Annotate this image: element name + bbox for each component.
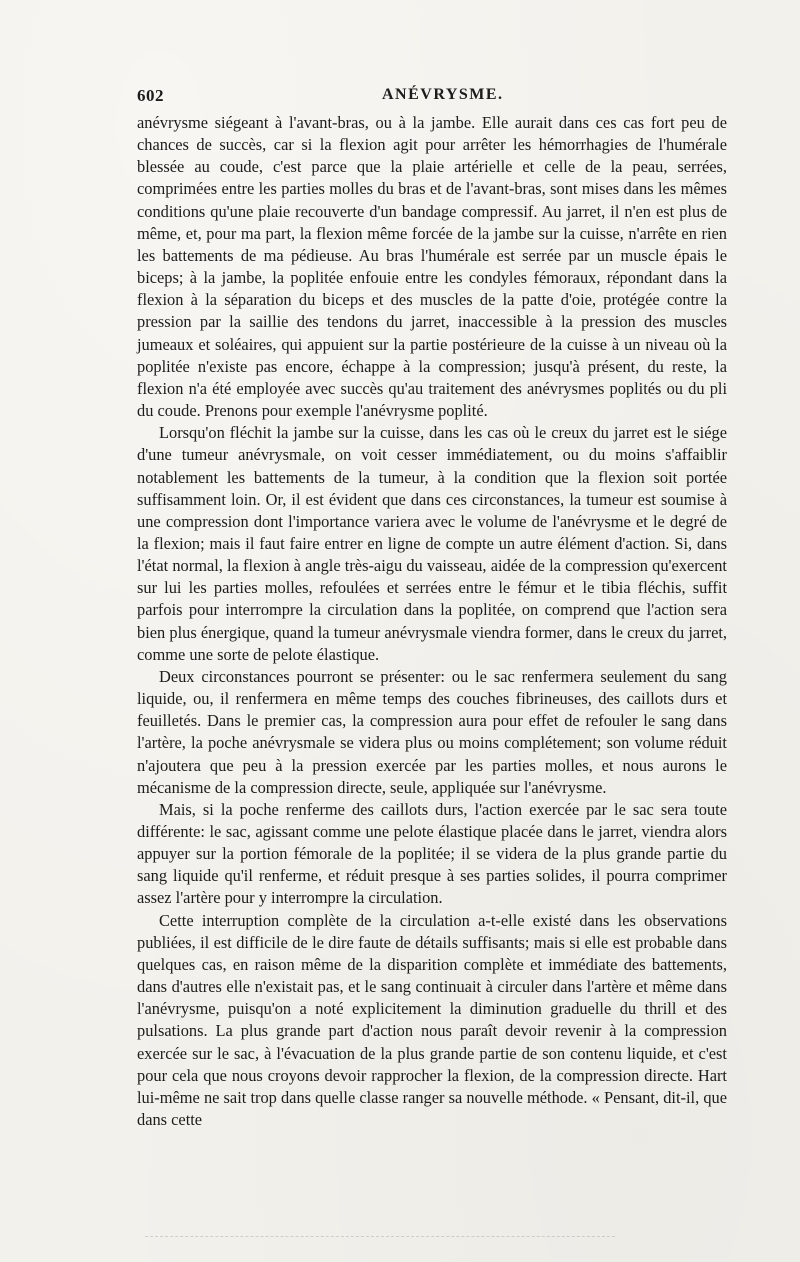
running-head xyxy=(137,86,727,110)
paragraph: Lorsqu'on fléchit la jambe sur la cuisse, dans les cas où le creux du jarret est le siége d'une tumeur anévrysmale, on voit cesser immédiatement, ou du moins s'affaiblir notablement les battements de la tumeur, à la condition que la flexion soit portée suffisamment loin. Or, il est évident que dans ces circonstances, la tumeur est soumise à une compression dont l'importance variera avec le volume de l'anévrysme et le degré de la flexion; mais il faut faire entrer en ligne de compte un autre élément d'action. Si, dans l'état normal, la flexion à angle très-aigu du vaisseau, aidée de la compression qu'exercent sur lui les parties molles, refoulées et serrées entre le fémur et le tibia fléchis, suffit parfois pour interrompre la circulation dans la poplitée, on comprend que l'action sera bien plus énergique, quand la tumeur anévrysmale viendra former, dans le creux du jarret, comme une sorte de pelote élastique. xyxy=(137,423,727,664)
page-number: 602 xyxy=(137,86,164,105)
paragraph-continued: anévrysme siégeant à l'avant-bras, ou à la jambe. Elle aurait dans ces cas fort peu de chances de succès, car si la flexion agit pour arrêter les hémorrhagies de l'humérale blessée au coude, c'est parce que la plaie artérielle et celle de la peau, serrées, comprimées entre les parties molles du bras et de l'avant-bras, sont mises dans les mêmes conditions qu'une plaie recouverte d'un bandage compressif. Au jarret, il n'en est plus de même, et, pour ma part, la flexion même forcée de la jambe sur la cuisse, n'arrête en rien les battements de ma pédieuse. Au bras l'humérale est serrée par un muscle épais le biceps; à la jambe, la poplitée enfouie entre les condyles fémoraux, répondant dans la flexion à la séparation du biceps et des muscles de la patte d'oie, protégée contre la pression par la saillie des tendons du jarret, inaccessible à la pression des muscles jumeaux et soléaires, qui appuient sur la partie postérieure de la cuisse à un niveau où la poplitée n'existe pas encore, échappe à la compression; jusqu'à présent, du reste, la flexion n'a été employée avec succès qu'au traitement des anévrysmes poplités ou du pli du coude. Prenons pour exemple l'anévrysme poplité. xyxy=(137,113,727,421)
paragraph: Mais, si la poche renferme des caillots durs, l'action exercée par le sac sera toute différente: le sac, agissant comme une pelote élastique placée dans le jarret, viendra alors appuyer sur la portion fémorale de la poplitée; il se videra de la plus grande partie du sang liquide qu'il renferme, et réduit presque à ses parties solides, il pourra comprimer assez l'artère pour y interrompre la circulation. xyxy=(137,799,727,908)
bottom-divider xyxy=(145,1236,615,1237)
paragraph: Cette interruption complète de la circulation a-t-elle existé dans les observations publiées, il est difficile de le dire faute de détails suffisants; mais si elle est probable dans quelques cas, en raison même de la disparition complète et immédiate des battements, dans d'autres elle n'existait pas, et le sang continuait à circuler dans l'artère et même dans l'anévrysme, puisqu'on a noté explicitement la diminution graduelle du thrill et des pulsations. La plus grande part d'action nous paraît devoir revenir à la compression exercée sur le sac, à l'évacuation de la plus grande partie de son contenu liquide, et c'est pour cela que nous croyons devoir rapprocher la flexion, de la compression directe. Hart lui-même ne sait trop dans quelle classe ranger sa nouvelle méthode. « Pensant, dit-il, que dans cette xyxy=(137,910,727,1130)
paragraph: Deux circonstances pourront se présenter: ou le sac renfermera seulement du sang liquide, ou, il renfermera en même temps des couches fibrineuses, des caillots durs et feuilletés. Dans le premier cas, la compression aura pour effet de refouler le sang dans l'artère, la poche anévrysmale se videra plus ou moins complétement; son volume réduit n'ajoutera que peu à la pression exercée par les parties molles, et nous aurons le mécanisme de la compression directe, seule, appliquée sur l'anévrysme. xyxy=(137,666,727,797)
body-text xyxy=(137,112,727,1131)
running-title: ANÉVRYSME. xyxy=(382,86,504,103)
